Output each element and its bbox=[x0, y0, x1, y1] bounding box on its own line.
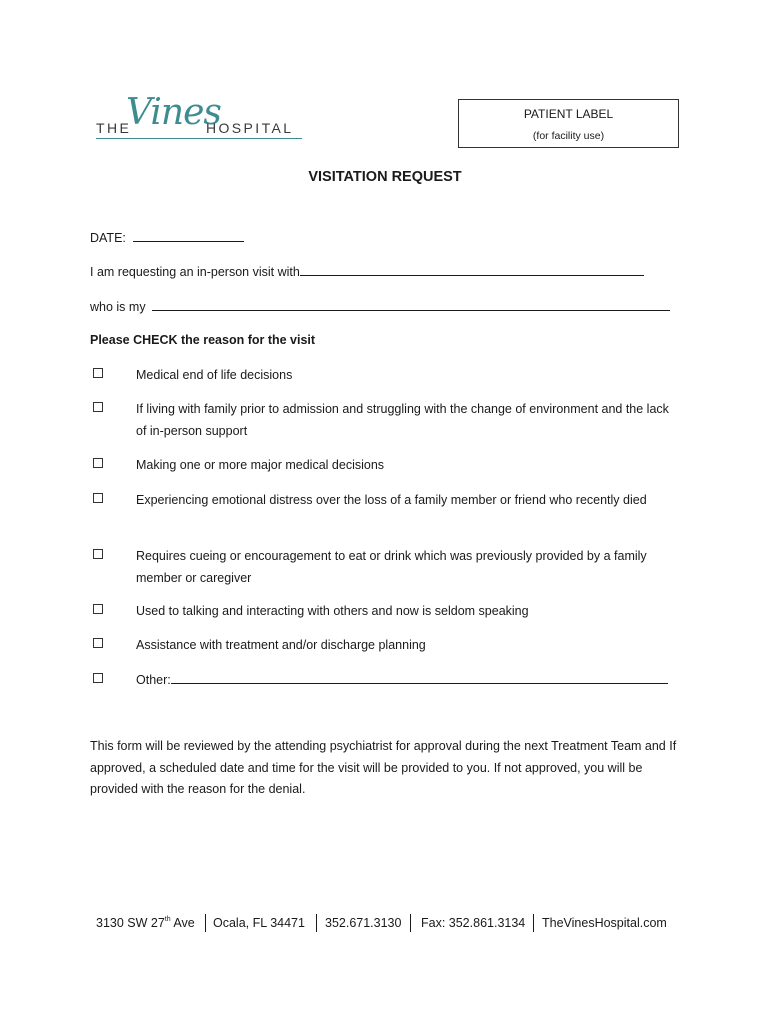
reason-checkbox[interactable] bbox=[93, 458, 103, 468]
footer-separator bbox=[316, 914, 317, 932]
footer-website[interactable]: TheVinesHospital.com bbox=[542, 916, 667, 930]
reason-checkbox[interactable] bbox=[93, 638, 103, 648]
address-suffix: th bbox=[164, 916, 171, 923]
approval-notice: This form will be reviewed by the attending psychiatrist for approval during the next Treatment Team and If approved, a scheduled date and time for the visit will be provided to you. If not approved, you will be provided with the reason for the denial. bbox=[90, 739, 677, 796]
reason-text: Assistance with treatment and/or discharge planning bbox=[136, 638, 426, 652]
reason-text: If living with family prior to admission and struggling with the change of environment and the lack of in-person support bbox=[136, 402, 669, 438]
reason-checkbox[interactable] bbox=[93, 604, 103, 614]
who-is-my-label: who is my bbox=[90, 300, 146, 314]
reason-checkbox[interactable] bbox=[93, 493, 103, 503]
relationship-field[interactable] bbox=[152, 298, 670, 311]
logo-text-vines: Vines bbox=[126, 92, 221, 133]
reason-text: Medical end of life decisions bbox=[136, 368, 293, 382]
footer-phone: 352.671.3130 bbox=[325, 916, 402, 930]
visit-with-row bbox=[90, 263, 644, 279]
footer-fax: Fax: 352.861.3134 bbox=[421, 916, 526, 930]
date-label: DATE: bbox=[90, 231, 126, 245]
patient-label-box bbox=[458, 99, 679, 148]
address-street: 3130 SW 27 bbox=[96, 916, 165, 930]
hospital-logo bbox=[96, 92, 306, 144]
reason-checkbox[interactable] bbox=[93, 549, 103, 559]
reason-text: Experiencing emotional distress over the loss of a family member or friend who recently died bbox=[136, 493, 647, 507]
other-field[interactable] bbox=[171, 671, 668, 684]
reason-text: Making one or more major medical decisions bbox=[136, 458, 385, 472]
reason-checkbox[interactable] bbox=[93, 673, 103, 683]
other-row bbox=[136, 669, 681, 691]
address-ave: Ave bbox=[170, 916, 195, 930]
reason-checkbox[interactable] bbox=[93, 402, 103, 412]
reasons-heading: Please CHECK the reason for the visit bbox=[90, 333, 316, 347]
logo-underline bbox=[96, 138, 302, 139]
footer-address bbox=[96, 916, 195, 930]
patient-label-subtitle: (for facility use) bbox=[532, 130, 605, 142]
footer-separator bbox=[205, 914, 206, 932]
reason-text: Requires cueing or encouragement to eat or drink which was previously provided by a family member or caregiver bbox=[136, 549, 647, 585]
footer-separator bbox=[533, 914, 534, 932]
footer-city: Ocala, FL 34471 bbox=[213, 916, 305, 930]
who-is-my-row bbox=[90, 298, 670, 314]
logo-text-the: THE bbox=[96, 120, 132, 136]
footer-separator bbox=[410, 914, 411, 932]
form-title: VISITATION REQUEST bbox=[308, 169, 462, 185]
visit-with-field[interactable] bbox=[300, 263, 644, 276]
logo-text-hospital: HOSPITAL bbox=[206, 120, 294, 136]
date-field[interactable] bbox=[133, 229, 244, 242]
reason-checkbox[interactable] bbox=[93, 368, 103, 378]
patient-label-title: PATIENT LABEL bbox=[523, 107, 614, 121]
other-label: Other: bbox=[136, 673, 171, 687]
reason-text: Used to talking and interacting with others and now is seldom speaking bbox=[136, 604, 529, 618]
date-row bbox=[90, 229, 244, 245]
visit-with-label: I am requesting an in-person visit with bbox=[90, 265, 300, 279]
